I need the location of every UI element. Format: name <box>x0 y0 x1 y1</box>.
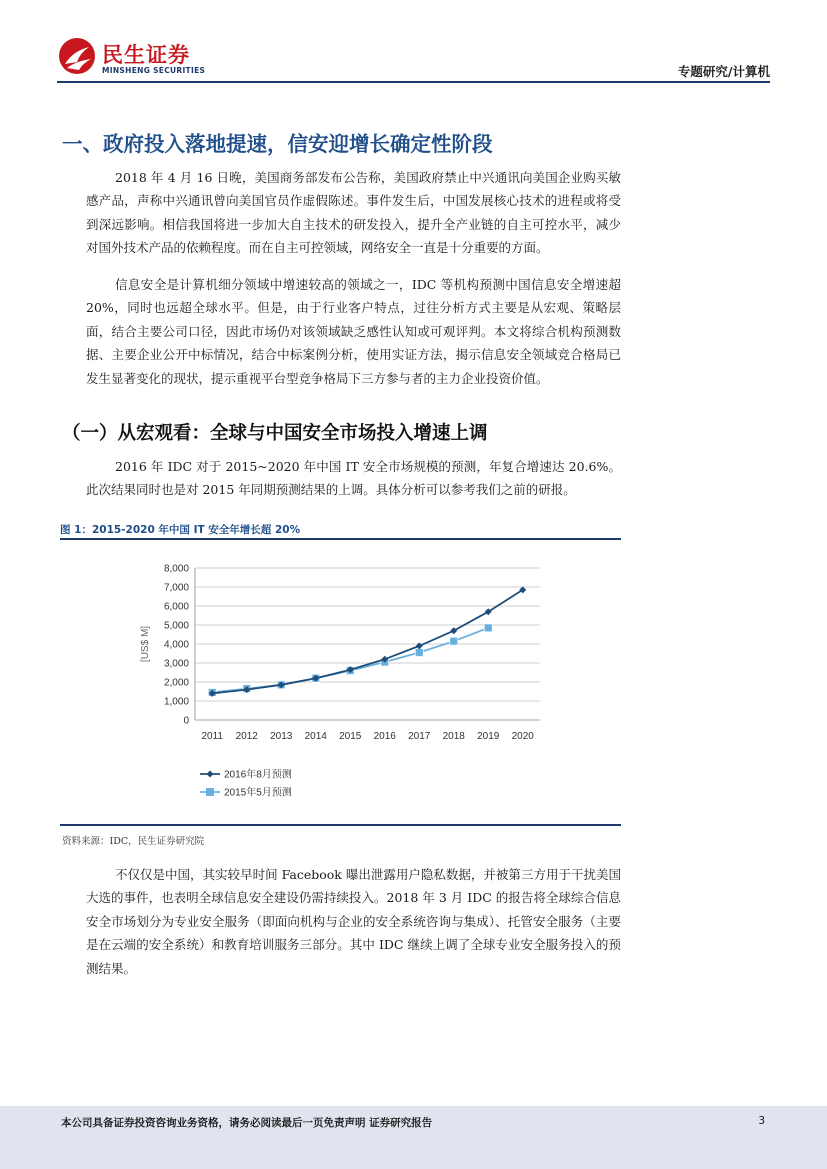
logo-chinese-name: 民生证券 <box>102 43 190 67</box>
legend-label: 2015年5月预测 <box>224 787 292 799</box>
paragraph: 信息安全是计算机细分领域中增速较高的领域之一，IDC 等机构预测中国信息安全增速超 20%，同时也远超全球水平。但是，由于行业客户特点，过往分析方式主要是从宏观、策略层面，结合主要公司口径，因此市场仍对该领域缺乏感性认知或可观评判。本文将综合机构预测数据、主要企业公开中标情况，结合中标案例分析，使用实证方法，揭示信息安全领域竞合格局已发生显著变化的现状，提示重视平台型竞争格局下三方参与者的主力企业投资价值。 <box>86 277 621 386</box>
section-heading: 一、政府投入落地提速，信安迎增长确定性阶段 <box>62 132 493 156</box>
legend-label: 2016年8月预测 <box>224 769 292 781</box>
x-tick-label: 2016 <box>373 731 396 742</box>
paragraph: 不仅仅是中国，其实较早时间 Facebook 曝出泄露用户隐私数据，并被第三方用于干扰美国大选的事件，也表明全球信息安全建设仍需持续投入。2018 年 3 月 IDC 的报告将全球综合信息安全市场划分为专业安全服务（即面向机构与企业的安全系统咨询与集成）、托管安全服务（主要是在云端的安全系统）和教育培训服务三部分。其中 IDC 继续上调了全球专业安全服务投入的预测结果。 <box>86 867 621 976</box>
y-tick-label: 7,000 <box>163 582 189 594</box>
y-tick-label: 4,000 <box>163 639 189 651</box>
series-line <box>212 628 488 693</box>
data-point <box>484 624 492 632</box>
y-tick-label: 0 <box>183 715 189 727</box>
y-tick-label: 6,000 <box>163 601 189 613</box>
report-section-label: 专题研究/计算机 <box>677 64 770 79</box>
line-chart <box>60 548 620 818</box>
legend-marker <box>207 771 214 778</box>
data-point <box>450 637 458 645</box>
y-axis-label: [US$ M] <box>140 625 151 663</box>
company-logo <box>58 37 208 79</box>
x-tick-label: 2017 <box>408 731 431 742</box>
figure-top-rule <box>60 538 621 540</box>
data-point <box>450 627 457 634</box>
figure-bottom-rule <box>60 824 621 826</box>
x-tick-label: 2019 <box>477 731 500 742</box>
logo-english-name: MINSHENG SECURITIES <box>102 66 206 75</box>
minsheng-logo-icon <box>58 37 96 75</box>
y-tick-label: 2,000 <box>163 677 189 689</box>
y-tick-label: 5,000 <box>163 620 189 632</box>
y-tick-label: 8,000 <box>163 563 189 575</box>
header-divider <box>57 81 770 83</box>
footer-disclaimer: 本公司具备证券投资咨询业务资格，请务必阅读最后一页免责声明 证券研究报告 <box>61 1117 433 1129</box>
y-tick-label: 3,000 <box>163 658 189 670</box>
x-tick-label: 2015 <box>339 731 362 742</box>
x-tick-label: 2018 <box>442 731 465 742</box>
y-tick-label: 1,000 <box>163 696 189 708</box>
x-tick-label: 2013 <box>270 731 293 742</box>
subsection-heading: （一）从宏观看：全球与中国安全市场投入增速上调 <box>62 423 488 444</box>
data-point <box>415 649 423 657</box>
legend-marker <box>206 788 214 796</box>
paragraph: 2016 年 IDC 对于 2015~2020 年中国 IT 安全市场规模的预测，年复合增速达 20.6%。此次结果同时也是对 2015 年同期预测结果的上调。具体分析可以参考我们之前的研报。 <box>86 459 621 498</box>
page-number: 3 <box>758 1115 765 1127</box>
x-tick-label: 2020 <box>511 731 534 742</box>
figure-title: 图 1：2015-2020 年中国 IT 安全年增长超 20% <box>60 524 301 536</box>
figure-source: 资料来源：IDC，民生证券研究院 <box>62 836 205 847</box>
x-tick-label: 2011 <box>201 731 224 742</box>
paragraph: 2018 年 4 月 16 日晚，美国商务部发布公告称，美国政府禁止中兴通讯向美国企业购买敏感产品，声称中兴通讯曾向美国官员作虚假陈述。事件发生后，中国发展核心技术的进程或将受到深远影响。相信我国将进一步加大自主技术的研发投入，提升全产业链的自主可控水平，减少对国外技术产品的依赖程度。而在自主可控领域，网络安全一直是十分重要的方面。 <box>86 170 621 256</box>
series-line <box>212 590 523 694</box>
x-tick-label: 2012 <box>235 731 258 742</box>
x-tick-label: 2014 <box>304 731 327 742</box>
